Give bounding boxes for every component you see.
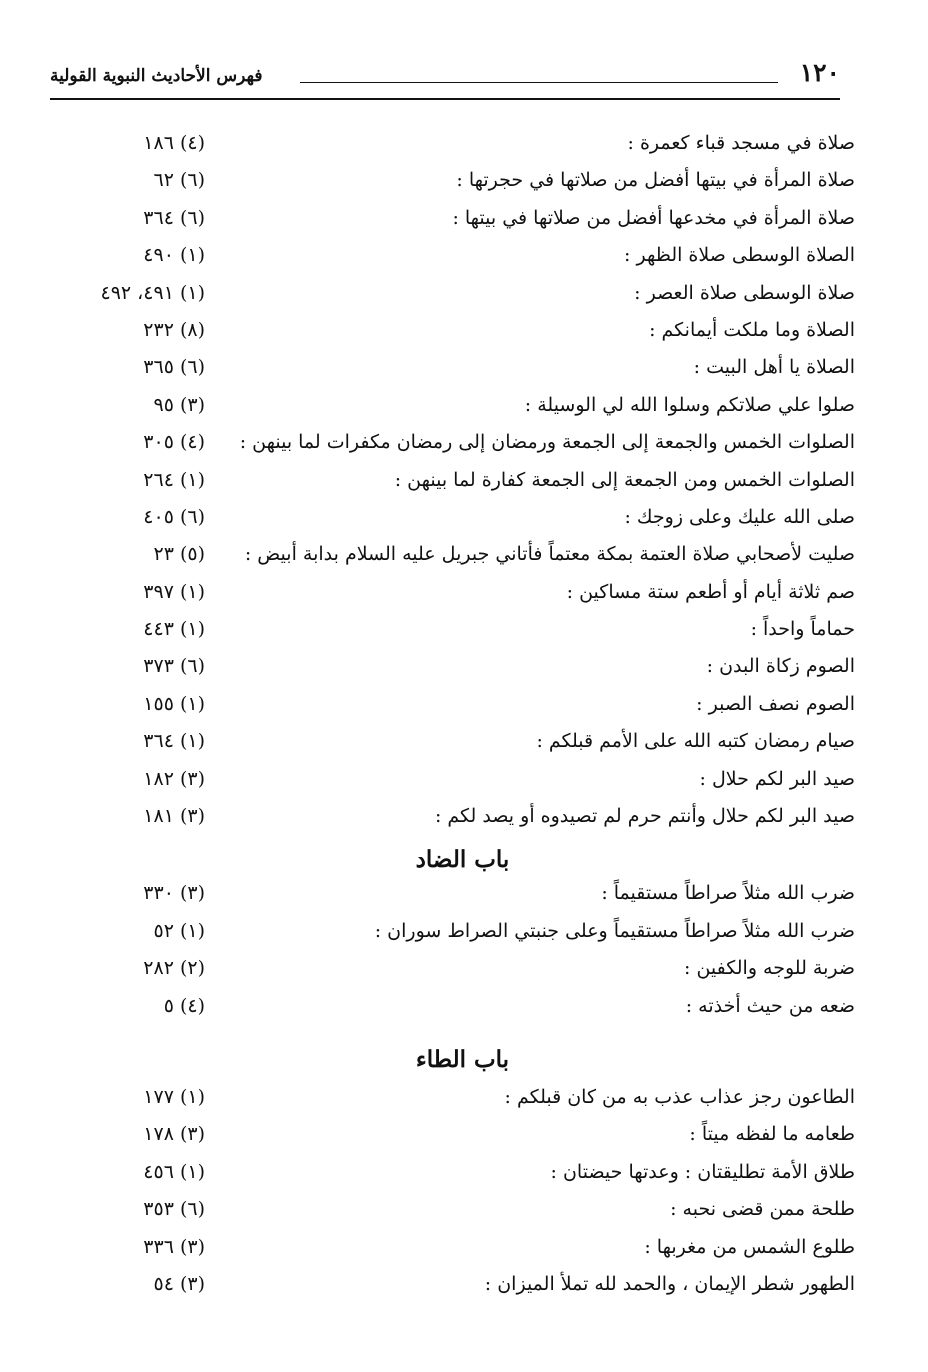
hadith-text: حماماً واحداً : — [750, 618, 855, 641]
page-reference: (٣) ٣٣٦ — [143, 1235, 205, 1258]
page-reference: (٤) ٣٠٥ — [143, 431, 205, 454]
page-reference: (٦) ٣٥٣ — [143, 1198, 205, 1221]
index-entry — [70, 315, 855, 352]
hadith-text: الصلوات الخمس ومن الجمعة إلى الجمعة كفارة لما بينهن : — [394, 468, 855, 491]
index-entry — [70, 1119, 855, 1156]
index-entry — [70, 689, 855, 726]
index-entry — [70, 726, 855, 763]
index-entry — [70, 539, 855, 576]
hadith-text: صيام رمضان كتبه الله على الأمم قبلكم : — [536, 730, 855, 753]
hadith-text: صلاة الوسطى صلاة العصر : — [634, 281, 855, 304]
header-rule — [50, 98, 840, 100]
index-entry — [70, 390, 855, 427]
hadith-text: ضرب الله مثلاً صراطاً مستقيماً وعلى جنبتي الصراط سوران : — [374, 919, 855, 942]
page-reference: (٤) ٥ — [163, 994, 205, 1017]
entry-list-dad — [70, 878, 855, 1028]
page-reference: (٨) ٢٣٢ — [143, 318, 205, 341]
index-entry — [70, 577, 855, 614]
hadith-text: صلاة المرأة في مخدعها أفضل من صلاتها في بيتها : — [452, 206, 855, 229]
index-entry — [70, 1082, 855, 1119]
index-content — [70, 128, 855, 1306]
page-number: ١٢٠ — [799, 58, 840, 87]
page-reference: (١) ٤٩٠ — [143, 244, 205, 267]
page-reference: (٣) ٥٤ — [153, 1272, 205, 1295]
hadith-text: ضرب الله مثلاً صراطاً مستقيماً : — [601, 882, 855, 905]
hadith-text: صلوا علي صلاتكم وسلوا الله لي الوسيلة : — [524, 393, 855, 416]
hadith-text: صيد البر لكم حلال وأنتم حرم لم تصيدوه أو يصد لكم : — [434, 805, 855, 828]
hadith-text: الطاعون رجز عذاب عذب به من كان قبلكم : — [504, 1085, 855, 1108]
section-heading-ta: باب الطاء — [415, 1045, 510, 1073]
hadith-text: صلى الله عليك وعلى زوجك : — [624, 505, 855, 528]
page-reference: (١) ٤٩١، ٤٩٢ — [100, 281, 205, 304]
page-reference: (٦) ٣٦٤ — [143, 206, 205, 229]
hadith-text: ضعه من حيث أخذته : — [685, 994, 855, 1017]
hadith-text: صم ثلاثة أيام أو أطعم ستة مساكين : — [566, 580, 855, 603]
index-entry — [70, 502, 855, 539]
title-dash — [300, 82, 778, 83]
hadith-text: الطهور شطر الإيمان ، والحمد لله تملأ الميزان : — [484, 1272, 855, 1295]
index-entry — [70, 878, 855, 915]
hadith-text: طعامه ما لفظه ميتاً : — [689, 1123, 855, 1146]
page-reference: (٦) ٣٧٣ — [143, 655, 205, 678]
page-reference: (١) ٥٢ — [153, 919, 205, 942]
page-reference: (٤) ١٨٦ — [143, 132, 205, 154]
page-reference: (٦) ٤٠٥ — [143, 505, 205, 528]
page-reference: (٣) ١٨٢ — [143, 767, 205, 790]
index-entry — [70, 1232, 855, 1269]
section-heading-dad: باب الضاد — [415, 846, 510, 874]
page-reference: (٣) ٣٣٠ — [143, 882, 205, 905]
index-entry — [70, 465, 855, 502]
index-entry — [70, 801, 855, 838]
index-entry — [70, 203, 855, 240]
page-reference: (٦) ٦٢ — [153, 169, 205, 192]
hadith-text: الصلوات الخمس والجمعة إلى الجمعة ورمضان إلى رمضان مكفرات لما بينهن : — [239, 431, 855, 454]
hadith-text: الصوم نصف الصبر : — [696, 692, 855, 715]
hadith-text: صلاة المرأة في بيتها أفضل من صلاتها في حجرتها : — [456, 169, 855, 192]
index-entry — [70, 128, 855, 165]
page-reference: (٦) ٣٦٥ — [143, 356, 205, 379]
running-title: فهرس الأحاديث النبوية القولية — [50, 66, 263, 86]
hadith-text: الصلاة الوسطى صلاة الظهر : — [624, 244, 855, 267]
index-entry — [70, 165, 855, 202]
index-entry — [70, 614, 855, 651]
entry-list-ta — [70, 1082, 855, 1306]
page-reference: (٣) ١٨١ — [143, 805, 205, 828]
page-reference: (١) ٢٦٤ — [143, 468, 205, 491]
page-reference: (٣) ١٧٨ — [143, 1123, 205, 1146]
hadith-text: الصوم زكاة البدن : — [706, 655, 855, 678]
page-reference: (١) ٣٦٤ — [143, 730, 205, 753]
hadith-text: صلاة في مسجد قباء كعمرة : — [627, 132, 855, 154]
hadith-text: ضربة للوجه والكفين : — [684, 957, 855, 980]
index-entry — [70, 1157, 855, 1194]
index-entry — [70, 427, 855, 464]
hadith-text: طلاق الأمة تطليقتان : وعدتها حيضتان : — [550, 1160, 855, 1183]
index-entry — [70, 352, 855, 389]
page-reference: (١) ١٥٥ — [143, 692, 205, 715]
hadith-text: الصلاة وما ملكت أيمانكم : — [649, 318, 855, 341]
index-entry — [70, 991, 855, 1028]
page-reference: (٥) ٢٣ — [153, 543, 205, 566]
hadith-text: طلوع الشمس من مغربها : — [644, 1235, 855, 1258]
index-entry — [70, 953, 855, 990]
index-entry — [70, 278, 855, 315]
page-reference: (٣) ٩٥ — [153, 393, 205, 416]
page-reference: (٢) ٢٨٢ — [143, 957, 205, 980]
index-entry — [70, 1269, 855, 1306]
index-entry — [70, 651, 855, 688]
entry-list-sad — [70, 128, 855, 838]
index-entry — [70, 1194, 855, 1231]
hadith-text: صيد البر لكم حلال : — [699, 767, 855, 790]
index-entry — [70, 916, 855, 953]
index-entry — [70, 764, 855, 801]
page-header — [50, 58, 840, 100]
hadith-text: صليت لأصحابي صلاة العتمة بمكة معتماً فأتاني جبريل عليه السلام بدابة أبيض : — [244, 543, 855, 566]
page-reference: (١) ٣٩٧ — [143, 580, 205, 603]
page-reference: (١) ١٧٧ — [143, 1085, 205, 1108]
index-entry — [70, 240, 855, 277]
page-reference: (١) ٤٤٣ — [143, 618, 205, 641]
hadith-text: طلحة ممن قضى نحبه : — [670, 1198, 855, 1221]
hadith-text: الصلاة يا أهل البيت : — [693, 356, 855, 379]
page-reference: (١) ٤٥٦ — [143, 1160, 205, 1183]
